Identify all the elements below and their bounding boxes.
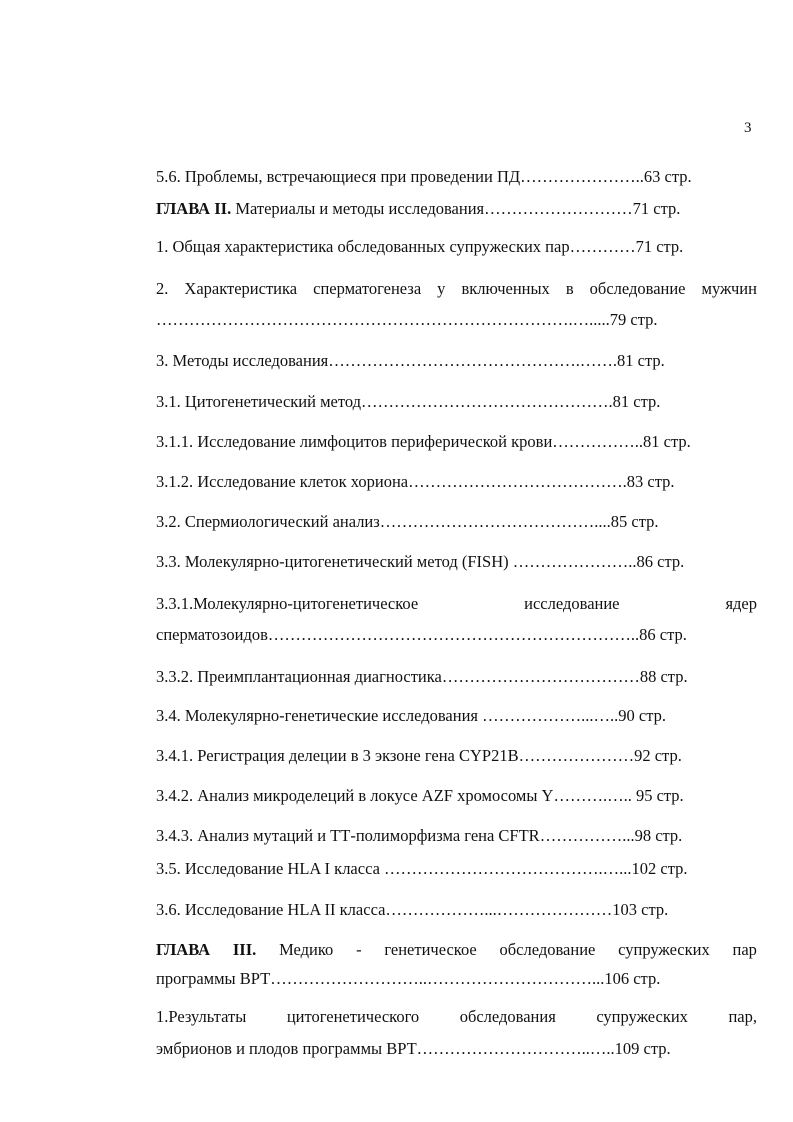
toc-word: Характеристика: [184, 279, 298, 298]
toc-entry-text: 3.1.1. Исследование лимфоцитов периферической крови……………..81 стр.: [156, 432, 691, 451]
toc-line: [156, 471, 757, 493]
toc-entry-text: 3.3.2. Преимплантационная диагностика………………………………88 стр.: [156, 667, 688, 686]
toc-line: [156, 350, 757, 372]
toc-line: [156, 705, 757, 727]
toc-word: исследование: [524, 594, 620, 613]
toc-word: у: [437, 279, 446, 298]
toc-line: [156, 278, 757, 300]
toc-line: [156, 198, 757, 220]
toc-word: сперматогенеза: [313, 279, 422, 298]
toc-word: супружеских: [618, 940, 710, 959]
toc-word: Медико: [279, 940, 334, 959]
toc-entry-text: эмбрионов и плодов программы ВРТ…………………………..…..109 стр.: [156, 1039, 671, 1058]
toc-line: [156, 1006, 757, 1028]
toc-line: [156, 166, 757, 188]
toc-line: [156, 236, 757, 258]
toc-entry-text: 3.4.1. Регистрация делеции в 3 экзоне гена CYP21B…………………92 стр.: [156, 746, 682, 765]
page-number: 3: [744, 120, 752, 136]
toc-entry-text: 3.4.2. Анализ микроделеций в локусе AZF хромосомы Y……….….. 95 стр.: [156, 786, 684, 805]
toc-line: [156, 309, 757, 331]
toc-entry-text: программы ВРТ………………………..…………………………...106 стр.: [156, 969, 661, 988]
toc-word: обследование: [499, 940, 596, 959]
toc-word: обследования: [459, 1007, 556, 1026]
toc-line: [156, 593, 757, 615]
toc-line: [156, 551, 757, 573]
toc-entry-text: 3.1. Цитогенетический метод……………………………………….81 стр.: [156, 392, 661, 411]
toc-word: обследование: [589, 279, 686, 298]
toc-entry-text: 3.5. Исследование HLA I класса ………………………………….…...102 стр.: [156, 859, 688, 878]
toc-entry-text: 3.4.3. Анализ мутаций и ТТ-полиморфизма гена CFTR……………...98 стр.: [156, 826, 683, 845]
toc-entry-text: 3.2. Спермиологический анализ…………………………………....85 стр.: [156, 512, 659, 531]
toc-line: [156, 511, 757, 533]
toc-line: [156, 1038, 757, 1060]
toc-entry-text: 3.4. Молекулярно-генетические исследования ………………...…..90 стр.: [156, 706, 666, 725]
toc-entry-text: 3. Методы исследования……………………………………….…….81 стр.: [156, 351, 665, 370]
toc-line: [156, 825, 757, 847]
toc-line: [156, 745, 757, 767]
toc-entry-text: 3.6. Исследование HLA II класса………………...…………………103 стр.: [156, 900, 669, 919]
toc-line: [156, 858, 757, 880]
toc-entry-text: 1. Общая характеристика обследованных супружеских пар…………71 стр.: [156, 237, 684, 256]
toc-entry-text: 3.1.2. Исследование клеток хориона………………………………….83 стр.: [156, 472, 675, 491]
toc-heading-word: III.: [232, 940, 257, 959]
toc-word: -: [356, 940, 362, 959]
toc-heading-word: ГЛАВА: [156, 940, 211, 959]
toc-entry-text: 3.3. Молекулярно-цитогенетический метод (FISH) …………………..86 стр.: [156, 552, 685, 571]
toc-line: [156, 785, 757, 807]
toc-word: 2.: [156, 279, 169, 298]
toc-line: [156, 431, 757, 453]
toc-word: цитогенетического: [286, 1007, 420, 1026]
toc-word: 1.Результаты: [156, 1007, 247, 1026]
toc-line: [156, 666, 757, 688]
toc-line: [156, 391, 757, 413]
toc-word: пар,: [728, 1007, 757, 1026]
toc-line: [156, 624, 757, 646]
toc-line: [156, 939, 757, 961]
toc-word: генетическое: [384, 940, 477, 959]
toc-word: в: [565, 279, 574, 298]
toc-word: супружеских: [596, 1007, 688, 1026]
toc-entry-text: сперматозоидов…………………………………………………………..86 стр.: [156, 625, 687, 644]
toc-line: [156, 899, 757, 921]
toc-word: мужчин: [701, 279, 757, 298]
toc-line: [156, 968, 757, 990]
toc-heading: ГЛАВА II.: [156, 199, 232, 218]
toc-entry-text: ………………………………………………………………….….....79 стр.: [156, 310, 658, 329]
toc-word: ядер: [725, 594, 757, 613]
toc-word: пар: [732, 940, 757, 959]
toc-entry-text: Материалы и методы исследования………………………71 стр.: [231, 199, 681, 218]
toc-word: включенных: [461, 279, 550, 298]
toc-word: 3.3.1.Молекулярно-цитогенетическое: [156, 594, 419, 613]
toc-entry-text: 5.6. Проблемы, встречающиеся при проведении ПД…………………..63 стр.: [156, 167, 692, 186]
